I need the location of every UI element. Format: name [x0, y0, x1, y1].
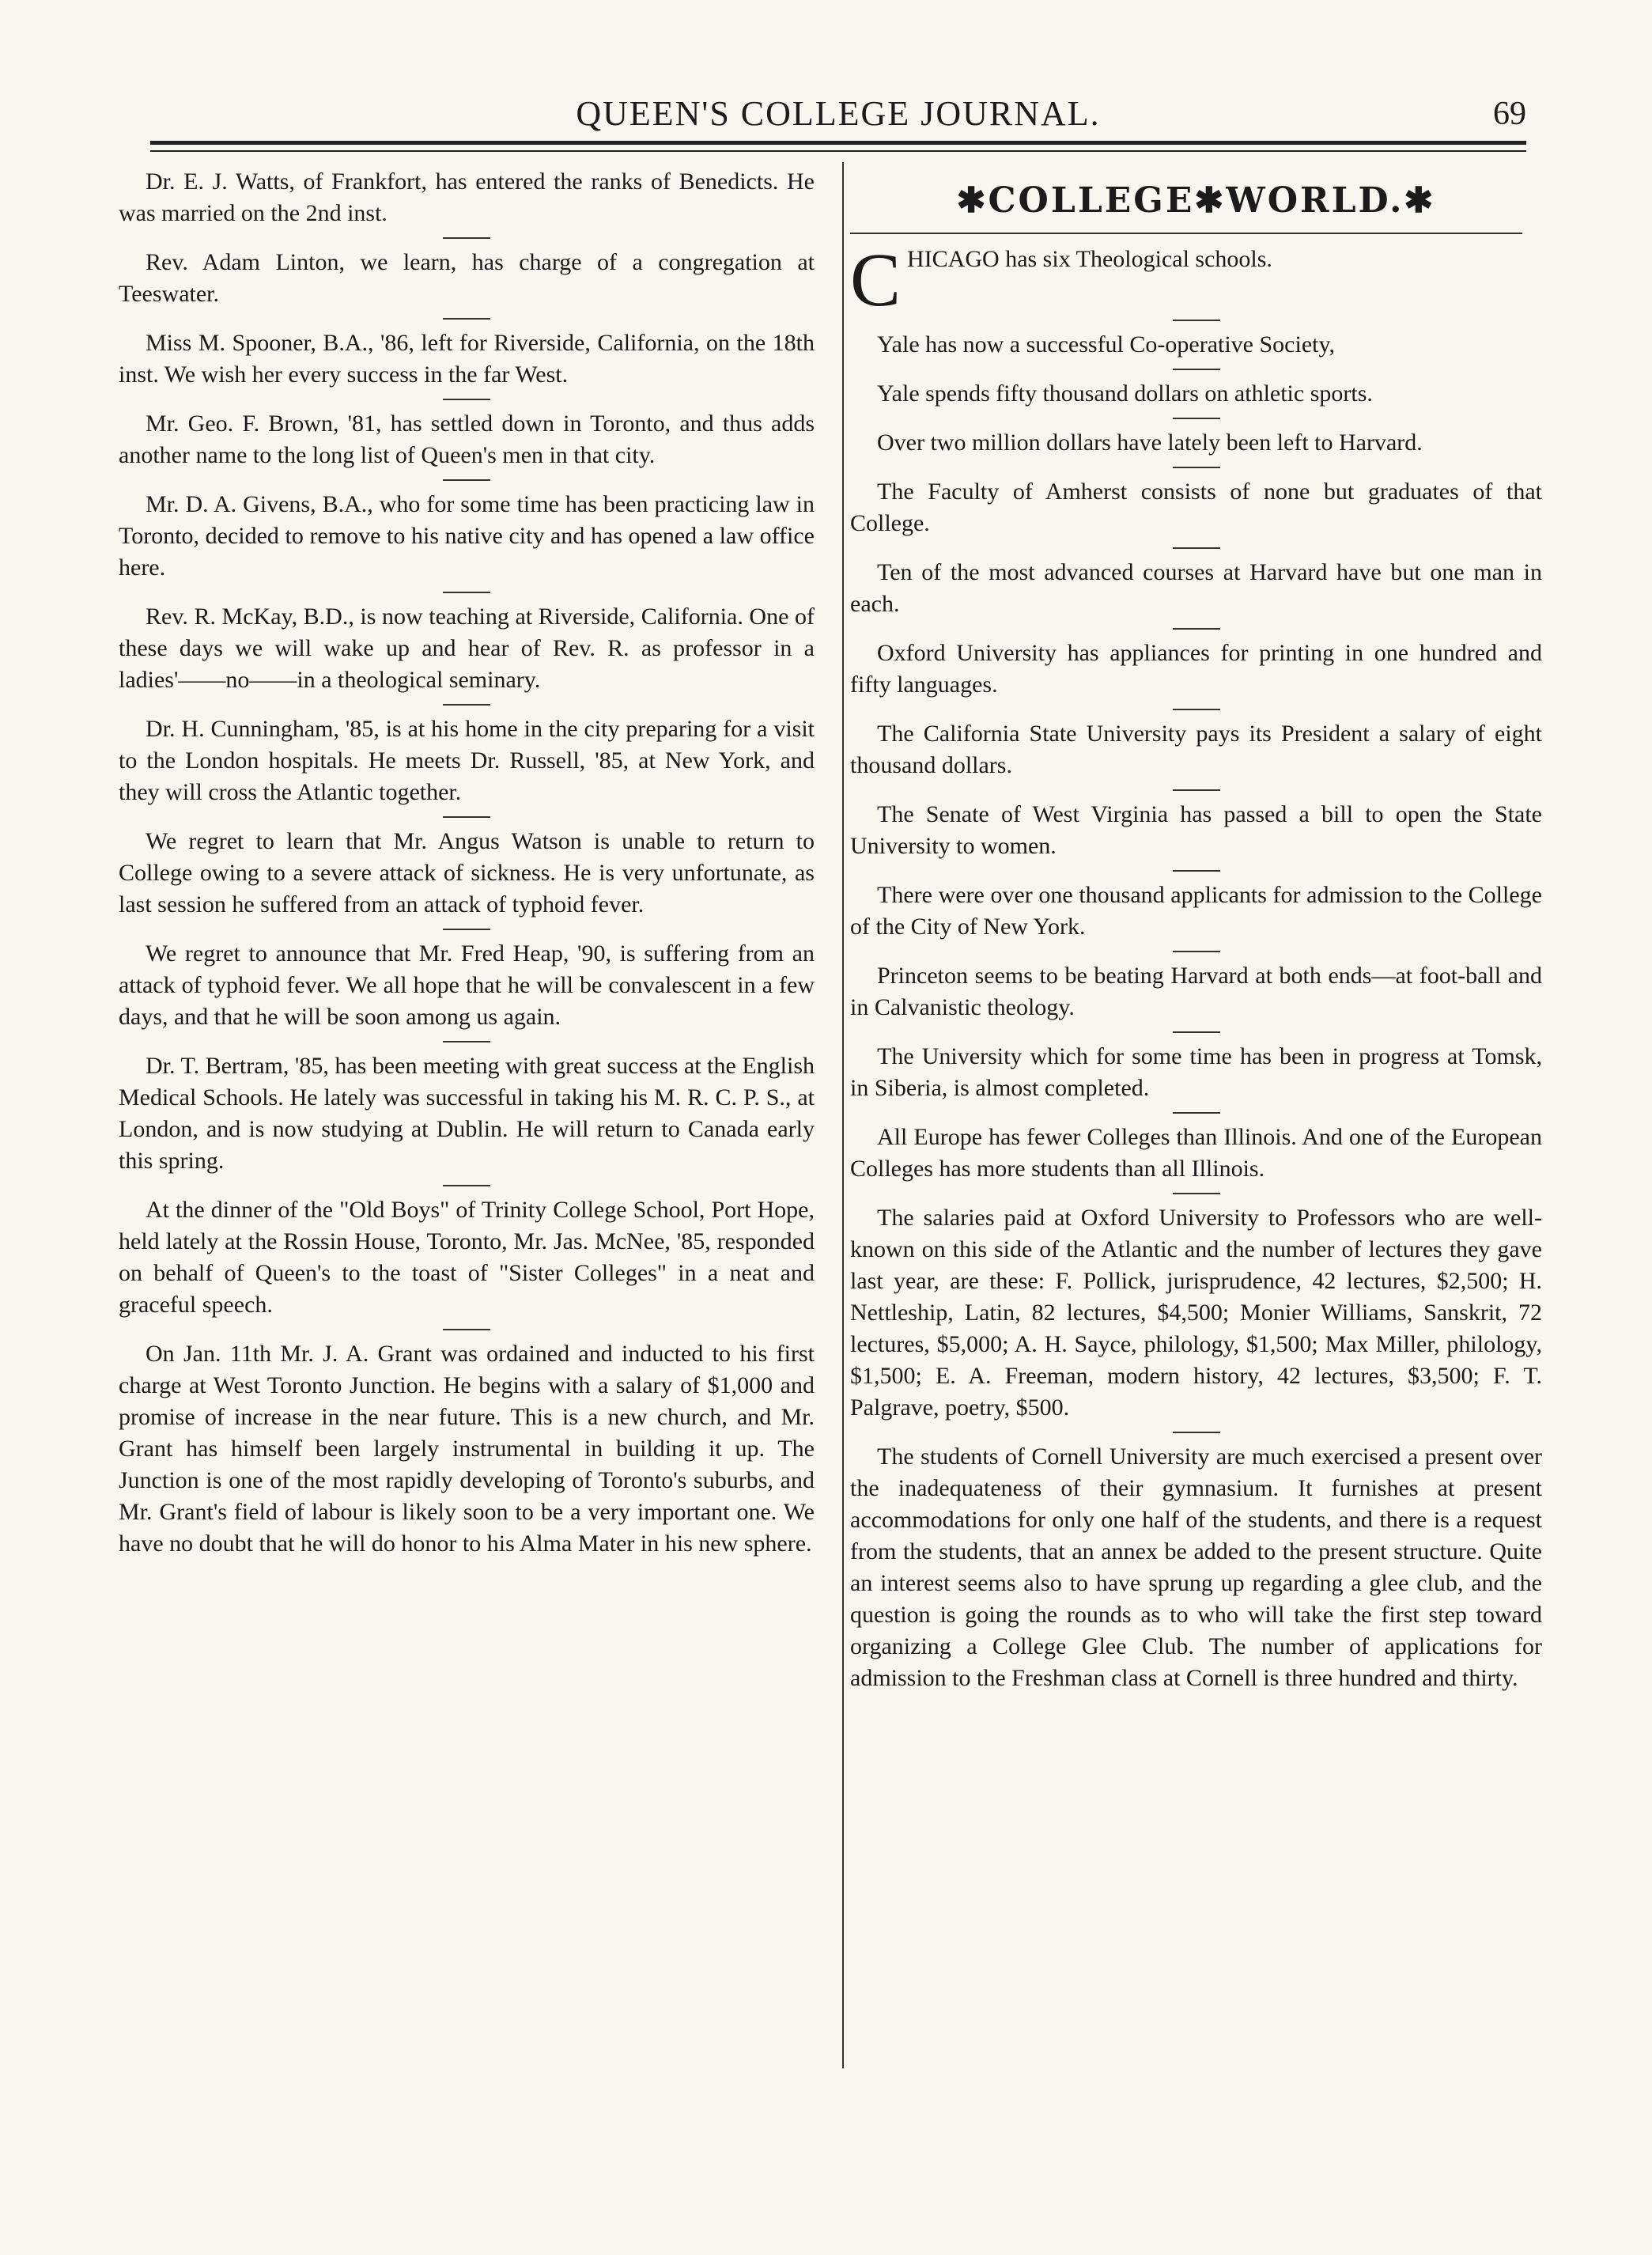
personal-note: At the dinner of the "Old Boys" of Trinity College School, Port Hope, held lately at the Rossin House, Toronto, Mr. Jas. McNee, '85, responded on behalf of Queen's to the toast of "Sister Colleges" in a neat and graceful speech. [119, 1197, 815, 1318]
news-item: Oxford University has appliances for printing in one hundred and fifty languages. [850, 640, 1542, 698]
item-separator [1173, 789, 1220, 791]
personal-note: We regret to announce that Mr. Fred Heap, '90, is suffering from an attack of typhoid fever. We all hope that he will be convalescent in a few days, and that he will be soon among us again. [119, 940, 815, 1030]
news-item: Ten of the most advanced courses at Harvard have but one man in each. [850, 559, 1542, 617]
column-divider [842, 162, 844, 2068]
news-item: The salaries paid at Oxford University to Professors who are well-known on this side of the Atlantic and the number of lectures they gave last year, are these: F. Pollick, jurisprudence, 42 lectures, $2,500; H. Nettleship, Latin, 82 lectures, $4,500; Monier Williams, Sanskrit, 72 lectures, $5,000; A. H. Sayce, philology, $1,500; Max Miller, philology, $1,500; E. A. Freeman, modern history, 42 lectures, $3,500; F. T. Palgrave, poetry, $500. [850, 1205, 1542, 1421]
news-item: Over two million dollars have lately been left to Harvard. [877, 429, 1423, 456]
personal-note: Dr. E. J. Watts, of Frankfort, has entered the ranks of Benedicts. He was married on the 2nd inst. [119, 168, 815, 226]
news-item: There were over one thousand applicants for admission to the College of the City of New York. [850, 882, 1542, 940]
item-separator [1173, 547, 1220, 549]
item-separator [1173, 418, 1220, 419]
item-separator [443, 1185, 490, 1186]
personal-note: We regret to learn that Mr. Angus Watson is unable to return to College owing to a severe attack of sickness. He is very unfortunate, as last session he suffered from an attack of typhoid fever. [119, 828, 815, 918]
item-separator [443, 399, 490, 400]
news-item: All Europe has fewer Colleges than Illinois. And one of the European Colleges has more students than all Illinois. [850, 1124, 1542, 1182]
header-rule-thick [150, 141, 1526, 145]
journal-title: QUEEN'S COLLEGE JOURNAL. [576, 94, 1101, 133]
item-separator [443, 1329, 490, 1330]
item-separator [1173, 1432, 1220, 1433]
personal-note: Mr. Geo. F. Brown, '81, has settled down in Toronto, and thus adds another name to the long list of Queen's men in that city. [119, 411, 815, 468]
personal-note: Dr. T. Bertram, '85, has been meeting with great success at the English Medical Schools. He lately was successful in taking his M. R. C. P. S., at London, and is now studying at Dublin. He will return to Canada early this spring. [119, 1053, 815, 1174]
item-separator [1173, 320, 1220, 321]
item-separator [1173, 369, 1220, 370]
personal-note: Miss M. Spooner, B.A., '86, left for Riverside, California, on the 18th inst. We wish her every success in the far West. [119, 330, 815, 388]
item-separator [1173, 467, 1220, 468]
item-separator [1173, 628, 1220, 630]
item-separator [1173, 1112, 1220, 1114]
news-item: Princeton seems to be beating Harvard at both ends—at foot-ball and in Calvanistic theology. [850, 963, 1542, 1020]
drop-cap: C [850, 237, 902, 322]
right-column [850, 172, 1542, 1694]
first-item-text: HICAGO has six Theological schools. [907, 246, 1272, 272]
item-separator [443, 479, 490, 481]
personal-note: Rev. R. McKay, B.D., is now teaching at Riverside, California. One of these days we will wake up and hear of Rev. R. as professor in a ladies'——no——in a theological seminary. [119, 603, 815, 693]
item-separator [1173, 1031, 1220, 1033]
item-separator [1173, 951, 1220, 952]
personal-note: On Jan. 11th Mr. J. A. Grant was ordained and inducted to his first charge at West Toronto Junction. He begins with a salary of $1,000 and promise of increase in the near future. This is a new church, and Mr. Grant has himself been largely instrumental in building it up. The Junction is one of the most rapidly developing of Toronto's suburbs, and Mr. Grant's field of labour is likely soon to be a very important one. We have no doubt that he will do honor to his Alma Mater in his new sphere. [119, 1341, 815, 1557]
header-rule-thin [150, 150, 1526, 152]
left-column [119, 166, 815, 1560]
item-separator [443, 704, 490, 706]
news-item: Yale has now a successful Co-operative Society, [877, 331, 1336, 358]
news-item: The Faculty of Amherst consists of none but graduates of that College. [850, 479, 1542, 536]
item-separator [1173, 1193, 1220, 1194]
section-title-rule [850, 233, 1522, 234]
page-header [150, 93, 1526, 141]
item-separator [443, 929, 490, 930]
item-separator [443, 237, 490, 239]
item-separator [443, 816, 490, 818]
personal-note: Mr. D. A. Givens, B.A., who for some time has been practicing law in Toronto, decided to remove to his native city and has opened a law office here. [119, 491, 815, 581]
item-separator [443, 318, 490, 320]
news-item: The University which for some time has been in progress at Tomsk, in Siberia, is almost completed. [850, 1043, 1542, 1101]
section-title: ✱COLLEGE✱WORLD.✱ [956, 180, 1436, 221]
personal-note: Rev. Adam Linton, we learn, has charge of a congregation at Teeswater. [119, 249, 815, 307]
page-number: 69 [1493, 96, 1526, 132]
item-separator [443, 1041, 490, 1042]
news-item-first [850, 237, 1542, 322]
personal-note: Dr. H. Cunningham, '85, is at his home in the city preparing for a visit to the London hospitals. He meets Dr. Russell, '85, at New York, and they will cross the Atlantic together. [119, 716, 815, 805]
news-item: The students of Cornell University are much exercised a present over the inadequateness of their gymnasium. It furnishes at present accommodations for only one half of the students, and there is a request from the students, that an annex be added to the present structure. Quite an interest seems also to have sprung up regarding a glee club, and the question is going the rounds as to who will take the first step toward organizing a College Glee Club. The number of applications for admission to the Freshman class at Cornell is three hundred and thirty. [850, 1443, 1542, 1691]
item-separator [443, 592, 490, 593]
news-item: The Senate of West Virginia has passed a bill to open the State University to women. [850, 801, 1542, 859]
news-item: The California State University pays its President a salary of eight thousand dollars. [850, 721, 1542, 778]
item-separator [1173, 709, 1220, 710]
item-separator [1173, 870, 1220, 872]
news-item: Yale spends fifty thousand dollars on athletic sports. [877, 380, 1373, 407]
